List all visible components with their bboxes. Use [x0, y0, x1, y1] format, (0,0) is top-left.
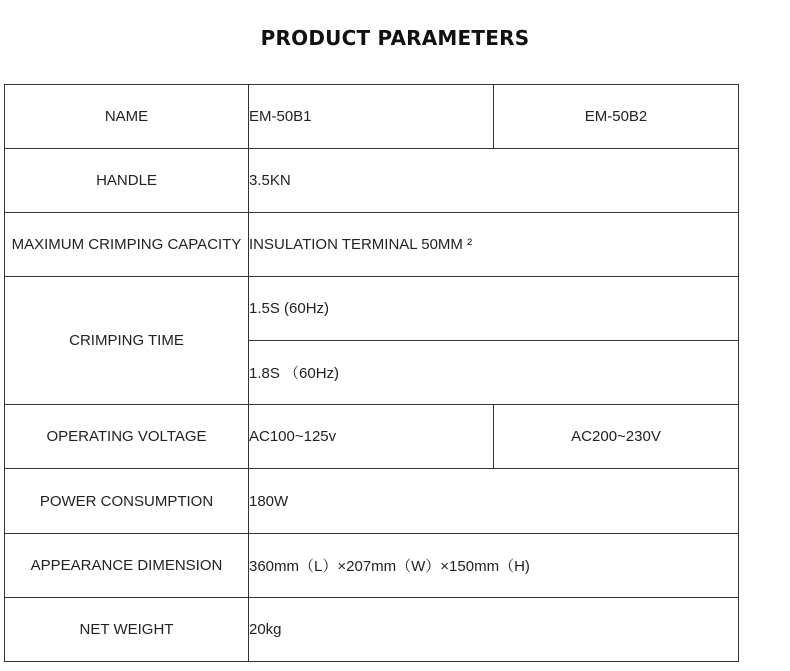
- cell-value-time-2: 1.8S （60Hz): [249, 341, 739, 405]
- table-row-capacity: [5, 213, 739, 277]
- cell-value-time-1: 1.5S (60Hz): [249, 277, 739, 341]
- table-row-dimension: [5, 534, 739, 598]
- row-label: MAXIMUM CRIMPING CAPACITY: [5, 213, 249, 277]
- page-title: PRODUCT PARAMETERS: [260, 26, 530, 50]
- table-row-voltage: [5, 405, 739, 469]
- cell-value-model-2: EM-50B2: [494, 85, 739, 149]
- cell-value-voltage-2: AC200~230V: [494, 405, 739, 469]
- cell-value: 20kg: [249, 598, 739, 662]
- product-parameters-table: [4, 84, 739, 662]
- cell-value: 3.5KN: [249, 149, 739, 213]
- cell-value-model-1: EM-50B1: [249, 85, 494, 149]
- cell-value: 360mm（L）×207mm（W）×150mm（H): [249, 534, 739, 598]
- row-label: POWER CONSUMPTION: [5, 469, 249, 534]
- table-row-name: [5, 85, 739, 149]
- row-label: APPEARANCE DIMENSION: [5, 534, 249, 598]
- cell-value-voltage-1: AC100~125v: [249, 405, 494, 469]
- row-label: NAME: [5, 85, 249, 149]
- row-label: NET WEIGHT: [5, 598, 249, 662]
- table-row-handle: [5, 149, 739, 213]
- table-row-power: [5, 469, 739, 534]
- cell-value: 180W: [249, 469, 739, 534]
- row-label: HANDLE: [5, 149, 249, 213]
- table-row-weight: [5, 598, 739, 662]
- row-label: OPERATING VOLTAGE: [5, 405, 249, 469]
- table-row-crimping-time: [5, 277, 739, 341]
- cell-value: INSULATION TERMINAL 50MM ²: [249, 213, 739, 277]
- row-label: CRIMPING TIME: [5, 277, 249, 405]
